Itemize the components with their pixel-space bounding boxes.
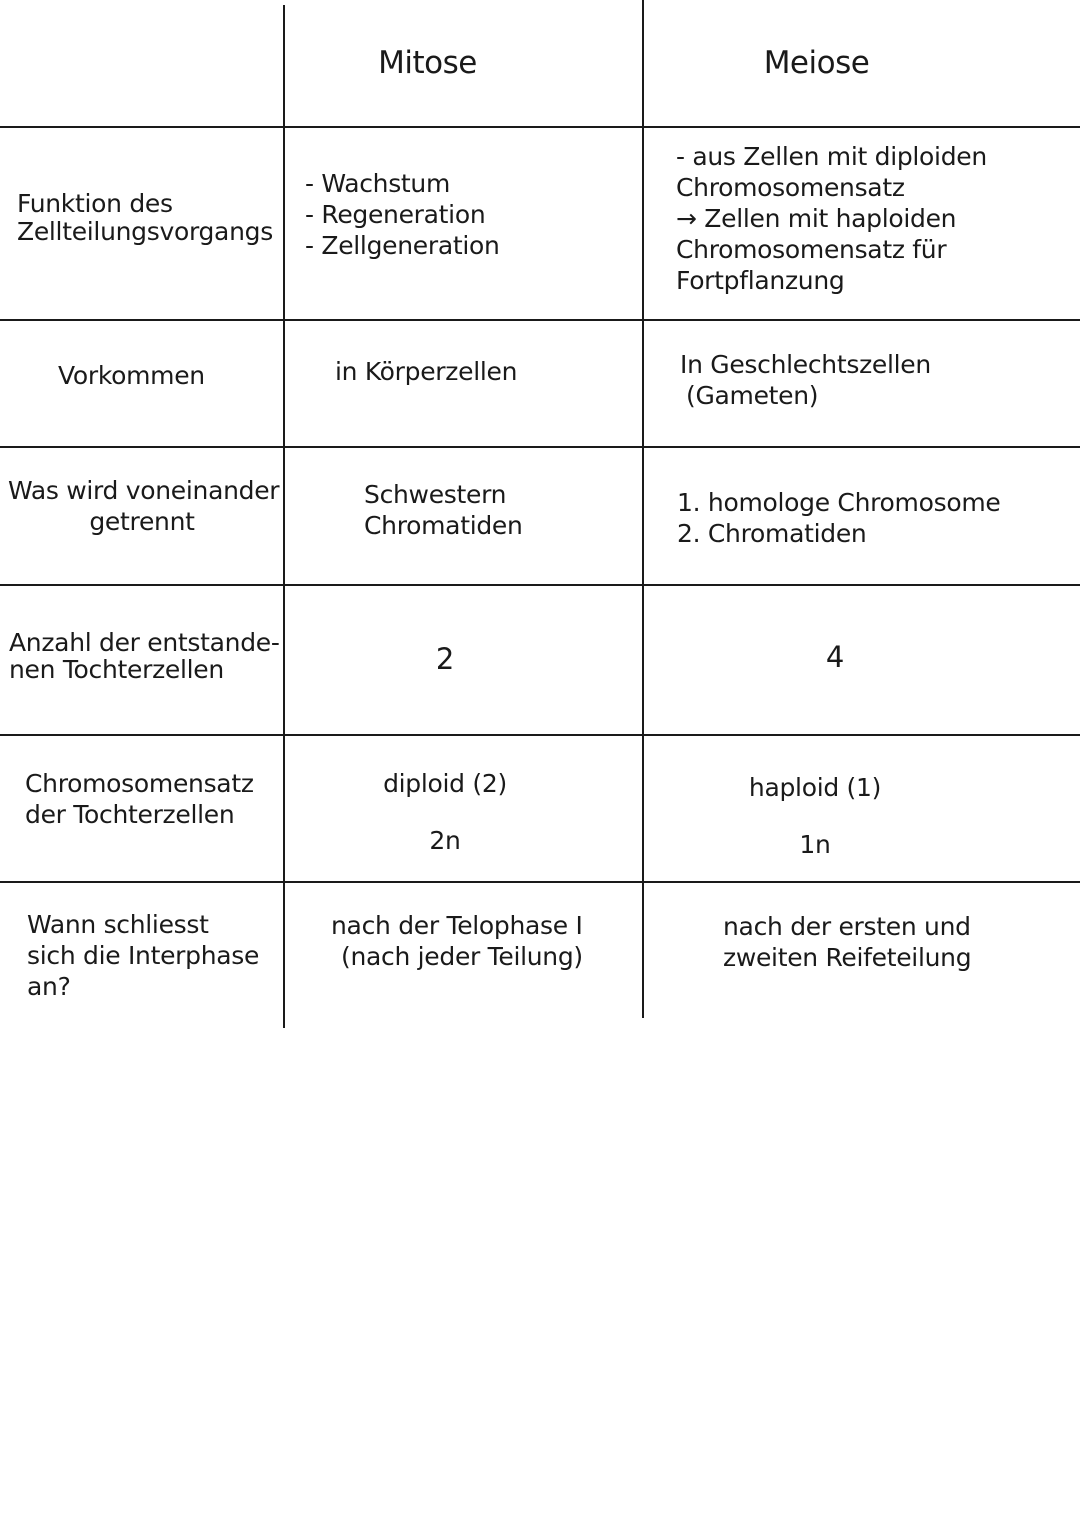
- row-4-mitose-value: 2: [435, 642, 455, 676]
- header-mitose-label: Mitose: [378, 45, 477, 81]
- row-6-label: [27, 909, 282, 1002]
- row-4-mitose: [405, 644, 485, 675]
- row-6-label-line: Wann schliesst: [27, 910, 209, 939]
- row-3-mitose-line: Schwestern: [364, 480, 507, 509]
- row-6-mitose: [331, 910, 636, 972]
- row-5-mitose-line: diploid (2): [383, 769, 507, 798]
- divider-row-4: [0, 734, 1080, 736]
- row-5-meiose-line: haploid (1): [748, 773, 882, 802]
- row-2-mitose: [335, 356, 635, 387]
- row-3-meiose-line: 2. Chromatiden: [677, 519, 867, 548]
- row-1-mitose-line: - Zellgeneration: [305, 231, 500, 260]
- row-1-meiose-line: Fortpflanzung: [676, 266, 845, 295]
- row-6-meiose-line: nach der ersten und: [723, 912, 971, 941]
- row-6-label-line: an?: [27, 972, 71, 1001]
- row-3-mitose: [364, 479, 634, 541]
- row-3-label: [8, 475, 280, 537]
- row-2-meiose-line: In Geschlechtszellen: [680, 350, 931, 379]
- header-meiose-label: Meiose: [763, 45, 870, 81]
- row-2-label: [58, 360, 278, 391]
- row-4-meiose: [795, 642, 875, 673]
- row-5-label-line: Chromosomensatz: [25, 769, 254, 798]
- row-1-mitose-line: - Wachstum: [305, 169, 451, 198]
- row-3-label-line: getrennt: [89, 507, 195, 536]
- row-5-meiose: [705, 772, 925, 860]
- row-4-meiose-value: 4: [825, 640, 845, 674]
- row-5-label-line: der Tochterzellen: [25, 800, 235, 829]
- row-1-meiose-line: → Zellen mit haploiden: [676, 204, 957, 233]
- row-6-mitose-line: (nach jeder Teilung): [341, 942, 583, 971]
- row-6-label-line: sich die Interphase: [27, 941, 260, 970]
- row-1-meiose-line: Chromosomensatz: [676, 173, 905, 202]
- divider-row-2: [0, 446, 1080, 448]
- row-4-label: [9, 629, 281, 683]
- row-3-meiose-line: 1. homologe Chromosome: [677, 488, 1001, 517]
- row-6-meiose: [723, 911, 1063, 973]
- divider-row-3: [0, 584, 1080, 586]
- row-5-mitose: [335, 768, 555, 856]
- row-2-meiose: [680, 349, 1070, 411]
- header-meiose: [644, 45, 989, 81]
- divider-header: [0, 126, 1080, 128]
- row-1-mitose: [305, 168, 625, 261]
- divider-row-1: [0, 319, 1080, 321]
- row-6-meiose-line: zweiten Reifeteilung: [723, 943, 972, 972]
- divider-col-1: [283, 5, 285, 1028]
- row-1-label-line: Funktion des: [17, 189, 173, 218]
- header-mitose: [285, 45, 570, 81]
- row-1-label: [17, 190, 277, 246]
- row-3-mitose-line: Chromatiden: [364, 511, 523, 540]
- row-5-label: [25, 768, 280, 830]
- row-1-meiose-line: Chromosomensatz für: [676, 235, 947, 264]
- row-4-label-line: nen Tochterzellen: [9, 655, 224, 684]
- row-1-mitose-line: - Regeneration: [305, 200, 486, 229]
- divider-row-5: [0, 881, 1080, 883]
- row-2-meiose-line: (Gameten): [686, 381, 819, 410]
- divider-col-2: [642, 0, 644, 1018]
- row-2-mitose-line: in Körperzellen: [335, 357, 518, 386]
- row-6-mitose-line: nach der Telophase I: [331, 911, 583, 940]
- row-1-meiose-line: - aus Zellen mit diploiden: [676, 142, 987, 171]
- row-3-meiose: [677, 487, 1072, 549]
- row-4-label-line: Anzahl der entstande-: [9, 628, 280, 657]
- row-1-label-line: Zellteilungsvorgangs: [17, 217, 273, 246]
- row-5-mitose-line: 2n: [429, 826, 461, 855]
- row-1-meiose: [676, 141, 1071, 296]
- row-5-meiose-line: 1n: [799, 830, 831, 859]
- row-3-label-line: Was wird voneinander: [8, 476, 280, 505]
- row-2-label-line: Vorkommen: [58, 361, 205, 390]
